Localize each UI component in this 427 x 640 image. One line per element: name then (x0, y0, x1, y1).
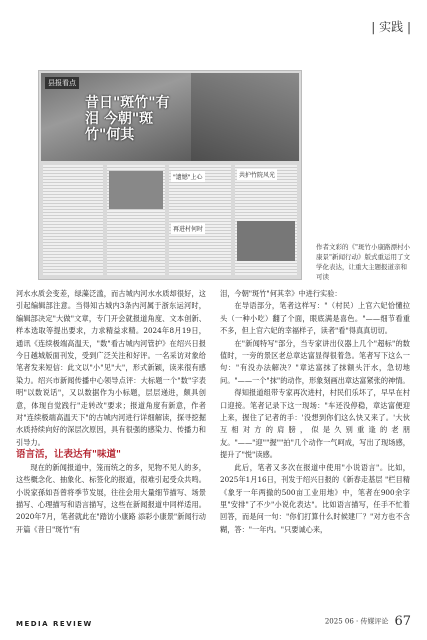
paragraph: 此后，笔者又多次在报道中使用"小说语言"。比如，2025年1月16日，刊发于绍兴日报的《新春走基层 "栏目精《象牙一年两撤的500亩工业用地》中，笔者在900余字里"安排"了不少"小说化表达"。比如语言描写，任手不忙着回答，而是问一句："你们打算什么时候建厂？"对方也不含糊，答："一年内。"只要诚心来， (220, 462, 410, 534)
section-tag: | 实践 | (371, 20, 411, 34)
paragraph: 在导语部分，笔者这样写："（村民）上官六妃恰懂拉头（一种小吃）翻了个面，眼底满是喜色。"——细节看重不多，但上官六妃的幸福样子，读者"看"得真真切切。 (220, 301, 410, 336)
paragraph: 得知报道组带专家再次进村，村民们乐坏了，早早在村口迎接。笔者记录下这一现场："车还没停稳，章达富便迎上来，握住了记者的手：'没想到你们这么快又来了。'大伙互相对方的肩膀，似是久别重逢的老朋友。"——"迎""握""拍"几个动作一气呵成，写出了现场感，提升了"悦"读感。 (220, 388, 410, 460)
body-column-left (16, 288, 206, 536)
paragraph: 现在的新闻报道中，笼而统之的多，见物不见人的多，这些概念化、抽象化、标签化的报道，很难引起受众共鸣。小说家孫如吾曾将季节发展，往往会用大量细节描写、场景描写、心理描写和语言描写，这些在新闻报道中同样适用。2020年7月，笔者就此在"踏访小康路 添彩小康景"新闻行动开篇《昔日"斑竹"有 (16, 462, 206, 534)
body-column-right (220, 288, 410, 536)
figure-caption: 作者文彩的《"斑竹小康路漂村小康景"新闻行动》版式重运用了文学化表达，让重大主题报道亲和可读 (316, 243, 410, 281)
paragraph: 泪，今朝"斑竹"何其幸》中进行实验： (220, 289, 342, 298)
spread-inner-title: 共护竹院风光 (237, 169, 277, 180)
paragraph: 在"新闻特写"部分，当专家讲出仪器上几个"超标"的数值时，一旁的景区老总章达富显得很着急。笔者写下这么一句："有没办法解决？"章达富抹了抹额头汗水，急切地问。"——一个"抹"的动作，形象刻画出章达富紧张的神情。 (220, 338, 410, 385)
journal-name: MEDIA REVIEW (16, 620, 93, 628)
spread-inner-title: "遗憾"上心 (171, 171, 205, 182)
footer-issue (325, 614, 411, 629)
spread-badge: 县报看点 (45, 77, 79, 89)
newspaper-spread-image (38, 70, 302, 280)
section-subhead: 语言活，让表达有"味道" (16, 449, 121, 461)
issue-label: 2025 06 · 传媒评论 (324, 617, 389, 626)
spread-text-column (43, 165, 103, 275)
spread-headline: 昔日"斑竹"有泪 今朝"斑竹"何其 (85, 95, 170, 143)
spread-inner-title: 再进村何时 (171, 223, 205, 234)
spread-mini-photo (237, 221, 295, 261)
spread-photo-right (191, 73, 299, 161)
spread-mini-photo (109, 171, 163, 209)
page-number: 67 (394, 614, 411, 629)
paragraph: 河水水质会变差，绿藻泛滥，而古城内河水水质却很好，这引起编辑部注意。当得知古城内3条内河属于浙东运河时，编辑部决定"大做"文章，专门开会就报道角度、文本创新、样本选取等提出要求，力求精益求精。2024年8月19日，通讯《连续极端高温天，"数"看古城内河管护》在绍兴日报今日越城版面刊发，受到广泛关注和好评。一名采访对象给笔者发来短信：此文以"小"见"大"，形式新颖，读来很有感染力。绍兴市新闻传播中心领导点评：大标题一个"数"字表明"以数说话"，又以数据作为小标题，层层递进，颇具创意，体现自觉践行"走转改"要求；报道角度有新意，作者对"连续极端高温天下"的古城内河进行详细解读，探寻挖掘水质持续向好的深层次原因，具有很强的感染力、传播力和引导力。 (16, 289, 206, 447)
